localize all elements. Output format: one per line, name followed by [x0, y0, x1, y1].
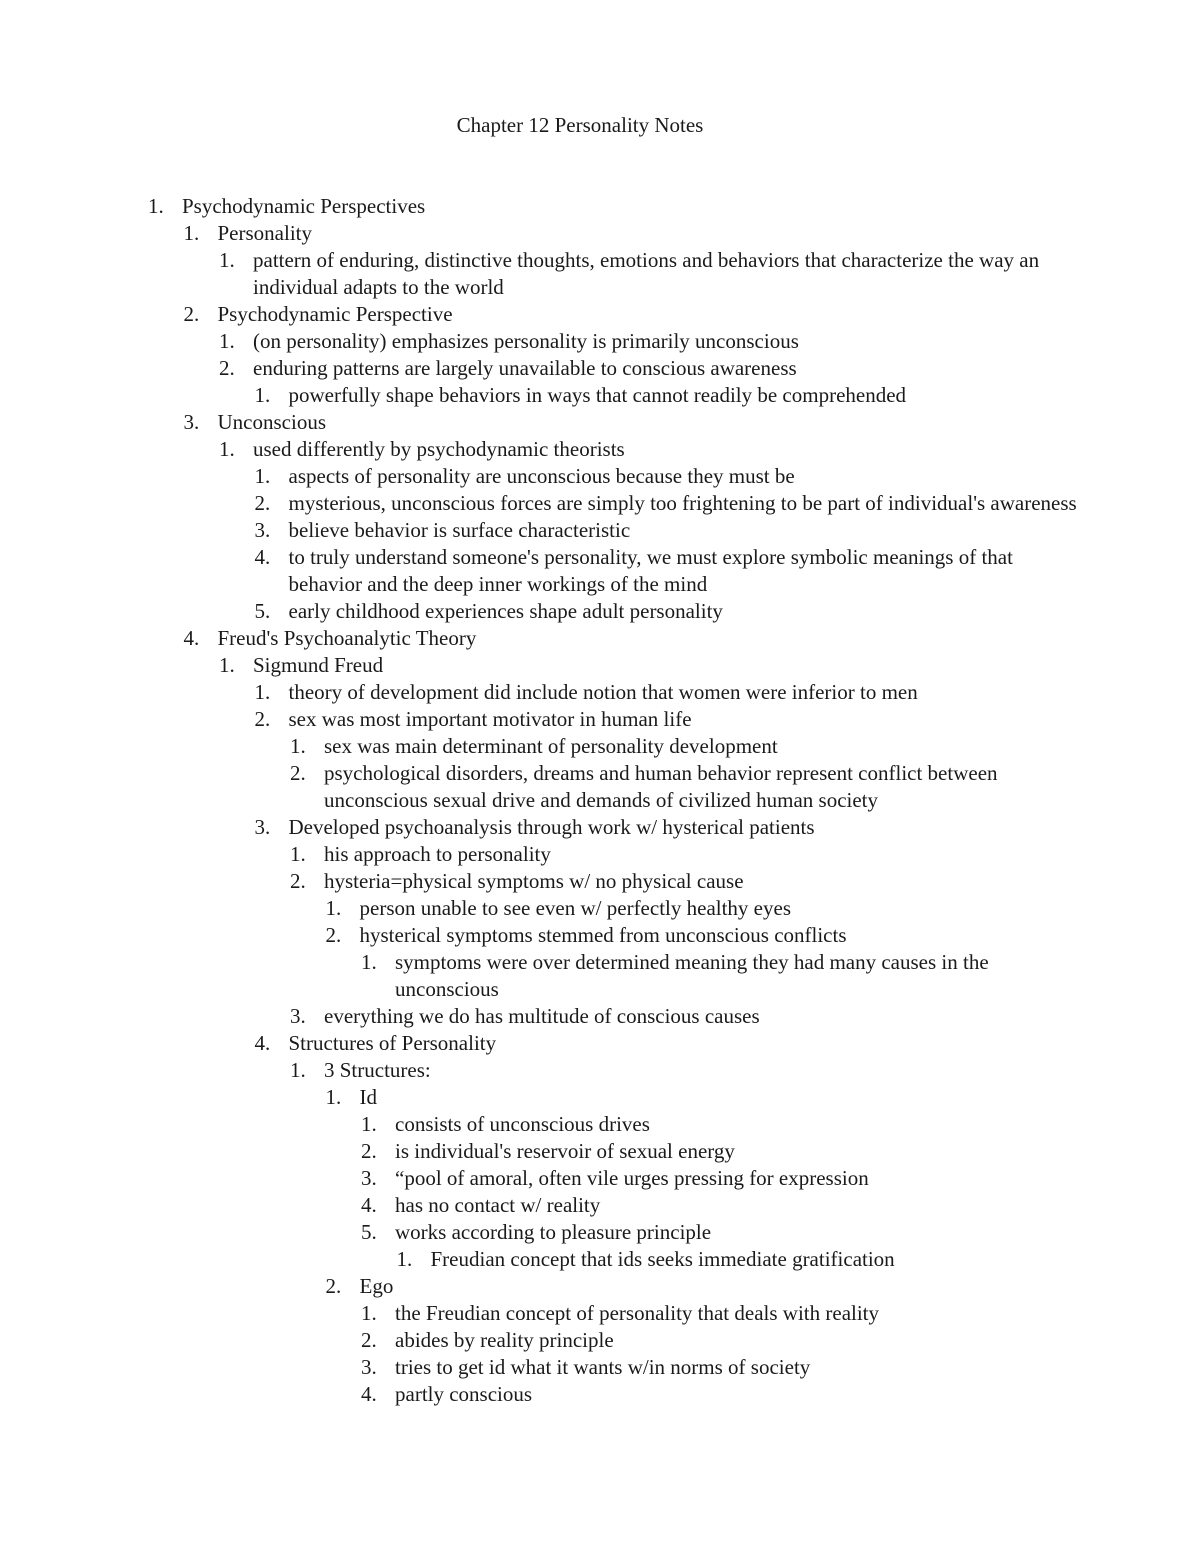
outline-item [0, 733, 1090, 760]
outline-item-number: 5. [254, 599, 271, 623]
outline-item-number: 1. [183, 221, 200, 245]
outline-item [0, 1381, 1090, 1408]
outline-item [0, 382, 1090, 409]
outline-item [0, 1138, 1090, 1165]
outline-item-text: is individual's reservoir of sexual energy [395, 1139, 735, 1163]
outline-item [0, 1219, 1090, 1246]
outline-item [0, 220, 1090, 247]
outline-item-number: 1. [219, 437, 235, 461]
outline-item [0, 1165, 1090, 1192]
outline-item-number: 2. [325, 923, 342, 947]
outline-item [0, 625, 1090, 652]
outline-item [0, 1273, 1090, 1300]
outline-item-text: Developed psychoanalysis through work w/ hysterical patients [288, 815, 815, 839]
outline-item-text: abides by reality principle [395, 1328, 614, 1352]
outline-item-text: partly conscious [395, 1382, 533, 1406]
outline-item [0, 1084, 1090, 1111]
outline-item-number: 1. [254, 383, 271, 407]
outline-item [0, 949, 1090, 1003]
outline-item-number: 1. [361, 1301, 377, 1325]
outline-item-number: 1. [219, 248, 235, 272]
outline-item-number: 4. [183, 626, 200, 650]
outline-item-text: psychological disorders, dreams and human behavior represent conflict between unconscious sexual drive and demands of civilized human society [324, 761, 998, 812]
outline-item [0, 409, 1090, 436]
outline-item [0, 598, 1090, 625]
outline-item-text: the Freudian concept of personality that deals with reality [395, 1301, 880, 1325]
outline-item-number: 1. [254, 464, 271, 488]
outline-item [0, 517, 1090, 544]
outline-item-number: 5. [361, 1220, 377, 1244]
outline-item-number: 2. [254, 491, 271, 515]
outline-item-number: 3. [254, 518, 271, 542]
outline-item-text: to truly understand someone's personality, we must explore symbolic meanings of that behavior and the deep inner workings of the mind [288, 545, 1013, 596]
outline-item [0, 1192, 1090, 1219]
outline-item-number: 2. [290, 761, 306, 785]
outline-item [0, 868, 1090, 895]
outline-item-text: Psychodynamic Perspectives [182, 194, 426, 218]
outline-item-number: 1. [396, 1247, 413, 1271]
outline-item-text: aspects of personality are unconscious because they must be [288, 464, 795, 488]
outline-item-text: (on personality) emphasizes personality is primarily unconscious [253, 329, 799, 353]
outline-item-number: 4. [254, 1031, 271, 1055]
outline-item [0, 1030, 1090, 1057]
outline-item-text: tries to get id what it wants w/in norms of society [395, 1355, 811, 1379]
outline-item-text: symptoms were over determined meaning they had many causes in the unconscious [395, 950, 989, 1001]
outline-item-text: Freudian concept that ids seeks immediate gratification [430, 1247, 895, 1271]
outline-item-text: used differently by psychodynamic theorists [253, 437, 625, 461]
outline-item-text: everything we do has multitude of conscious causes [324, 1004, 760, 1028]
outline-item [0, 247, 1090, 301]
outline-item [0, 1354, 1090, 1381]
outline-item-number: 4. [361, 1193, 377, 1217]
outline-item-number: 3. [290, 1004, 306, 1028]
outline-item [0, 301, 1090, 328]
outline-item [0, 1246, 1090, 1273]
outline-item-text: believe behavior is surface characteristic [288, 518, 631, 542]
outline-item [0, 1057, 1090, 1084]
outline-item-text: consists of unconscious drives [395, 1112, 650, 1136]
outline-item [0, 760, 1090, 814]
outline-item-text: mysterious, unconscious forces are simply too frightening to be part of individual's awareness [288, 491, 1077, 515]
outline-item-number: 2. [183, 302, 200, 326]
outline-item-number: 1. [148, 194, 164, 218]
outline-item-number: 1. [290, 734, 306, 758]
outline-item-number: 2. [361, 1328, 377, 1352]
outline-item-text: works according to pleasure principle [395, 1220, 712, 1244]
document-title: Chapter 12 Personality Notes [456, 113, 704, 137]
outline-item [0, 841, 1090, 868]
outline-item-text: early childhood experiences shape adult personality [288, 599, 723, 623]
outline-item-number: 2. [361, 1139, 377, 1163]
outline-item-number: 4. [254, 545, 271, 569]
outline-item-number: 3. [183, 410, 200, 434]
outline-item [0, 355, 1090, 382]
outline-item-number: 2. [254, 707, 271, 731]
outline-item-text: Structures of Personality [288, 1031, 497, 1055]
outline-item-text: has no contact w/ reality [395, 1193, 601, 1217]
outline-item-number: 2. [290, 869, 306, 893]
outline-item [0, 328, 1090, 355]
outline-item-text: “pool of amoral, often vile urges pressing for expression [395, 1166, 869, 1190]
outline-item-number: 3. [361, 1166, 377, 1190]
outline-item-text: 3 Structures: [324, 1058, 431, 1082]
outline-item [0, 895, 1090, 922]
outline-item-number: 1. [325, 1085, 342, 1109]
notes-outline [0, 193, 1200, 1408]
outline-item [0, 1003, 1090, 1030]
outline-item-number: 3. [361, 1355, 377, 1379]
outline-item [0, 544, 1090, 598]
outline-item-text: Ego [359, 1274, 394, 1298]
outline-item-number: 2. [325, 1274, 342, 1298]
outline-item-text: sex was main determinant of personality development [324, 734, 778, 758]
outline-item-text: Id [359, 1085, 377, 1109]
outline-item [0, 814, 1090, 841]
outline-item-text: Psychodynamic Perspective [217, 302, 453, 326]
outline-item [0, 1327, 1090, 1354]
outline-item [0, 652, 1090, 679]
outline-item [0, 463, 1090, 490]
outline-item-text: Freud's Psychoanalytic Theory [217, 626, 477, 650]
outline-item-text: pattern of enduring, distinctive thoughts, emotions and behaviors that characterize the way an individual adapts to the world [253, 248, 1040, 299]
outline-item-number: 4. [361, 1382, 377, 1406]
outline-item-number: 1. [361, 1112, 377, 1136]
outline-item-number: 1. [290, 1058, 306, 1082]
outline-item-text: hysterical symptoms stemmed from unconscious conflicts [359, 923, 847, 947]
outline-item-number: 1. [219, 653, 235, 677]
outline-item-number: 1. [219, 329, 235, 353]
outline-item-number: 1. [361, 950, 377, 974]
outline-item [0, 1111, 1090, 1138]
outline-item-text: person unable to see even w/ perfectly healthy eyes [359, 896, 791, 920]
outline-item [0, 706, 1090, 733]
outline-item [0, 922, 1090, 949]
outline-item-number: 1. [254, 680, 271, 704]
outline-item-number: 1. [325, 896, 342, 920]
outline-item-number: 3. [254, 815, 271, 839]
outline-item-text: his approach to personality [324, 842, 551, 866]
outline-item-text: Unconscious [217, 410, 326, 434]
outline-item-text: hysteria=physical symptoms w/ no physical cause [324, 869, 744, 893]
outline-item [0, 193, 1090, 220]
outline-item-number: 1. [290, 842, 306, 866]
outline-item-text: sex was most important motivator in human life [288, 707, 692, 731]
outline-item [0, 436, 1090, 463]
outline-item [0, 1300, 1090, 1327]
outline-item-text: Personality [217, 221, 312, 245]
outline-item-text: powerfully shape behaviors in ways that cannot readily be comprehended [288, 383, 907, 407]
outline-item-number: 2. [219, 356, 235, 380]
outline-item [0, 679, 1090, 706]
outline-item [0, 490, 1090, 517]
outline-item-text: enduring patterns are largely unavailable to conscious awareness [253, 356, 797, 380]
outline-item-text: theory of development did include notion that women were inferior to men [288, 680, 918, 704]
outline-item-text: Sigmund Freud [253, 653, 384, 677]
